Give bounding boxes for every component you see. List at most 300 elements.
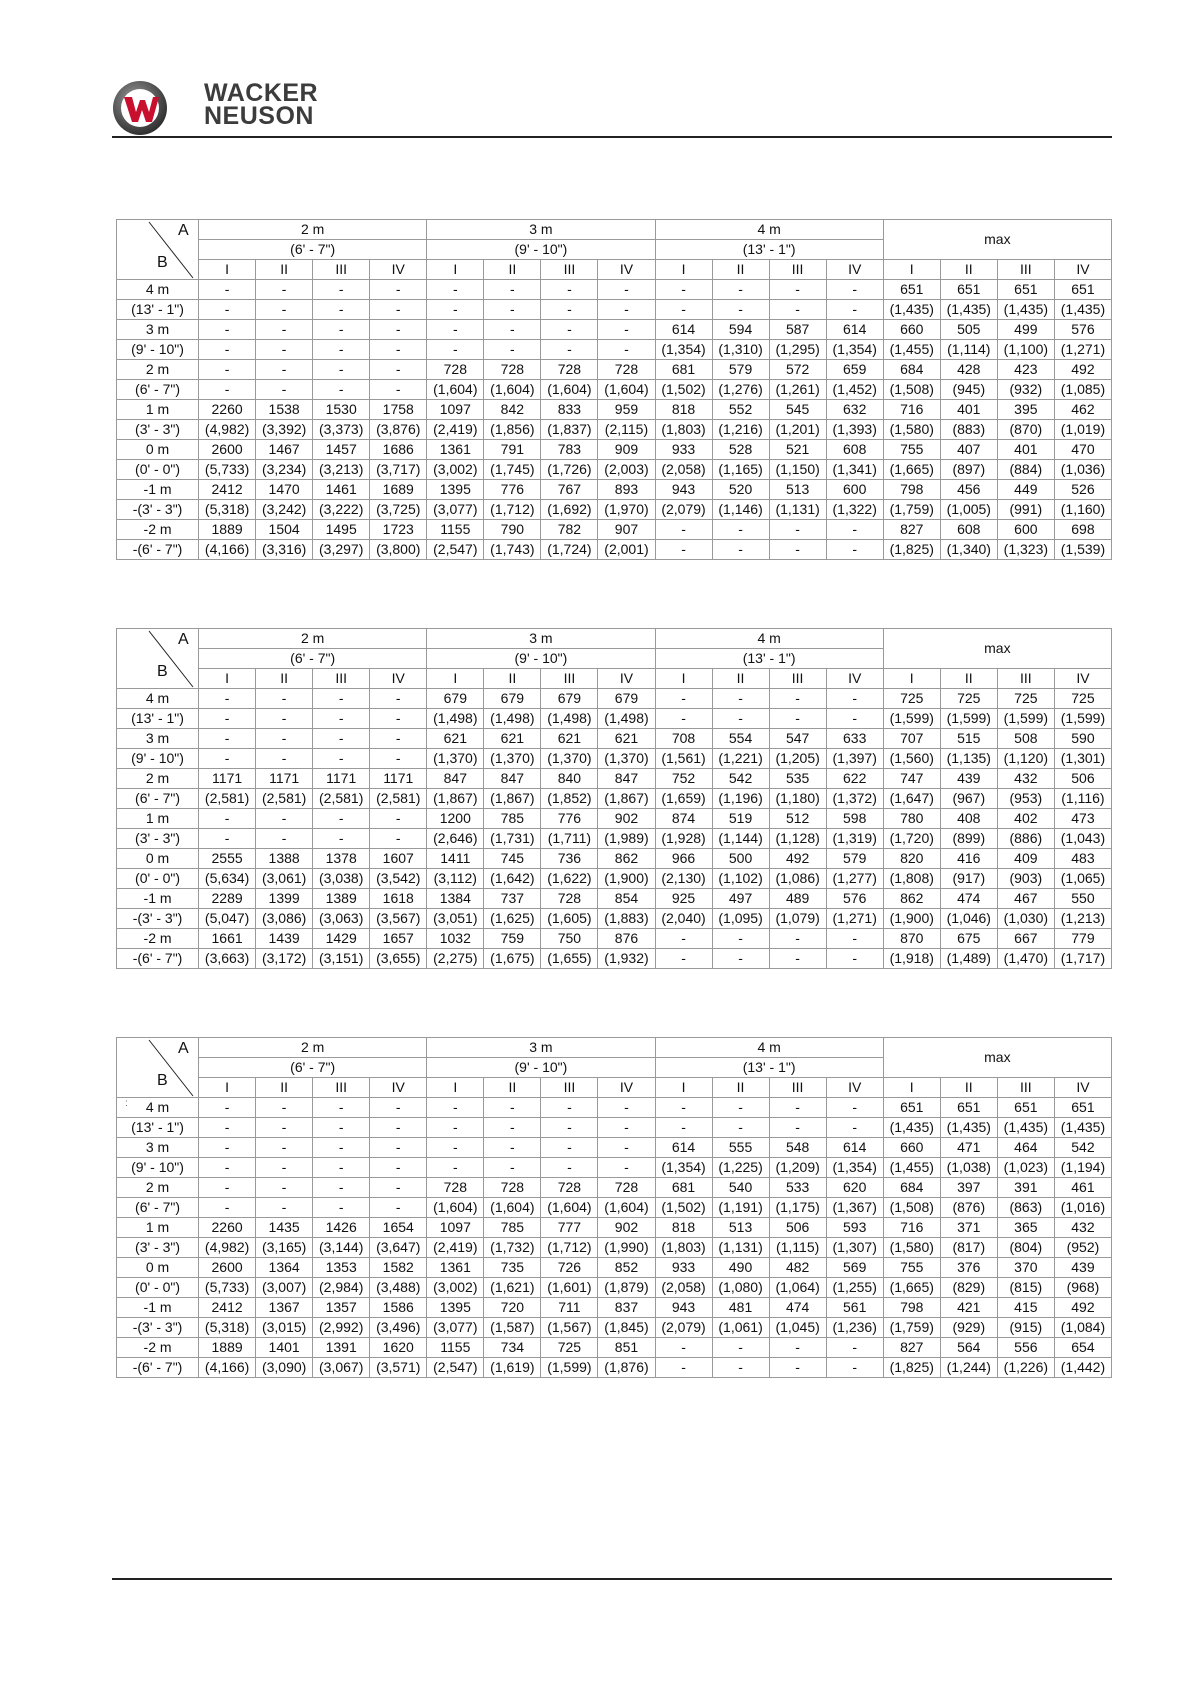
capacity-cell: - — [313, 809, 370, 829]
table-row — [117, 809, 1112, 829]
capacity-cell: 614 — [826, 1138, 883, 1158]
capacity-cell: 735 — [484, 1258, 541, 1278]
config-header: III — [541, 669, 598, 689]
capacity-cell: 547 — [769, 729, 826, 749]
capacity-cell: 725 — [883, 689, 940, 709]
capacity-cell: 569 — [826, 1258, 883, 1278]
capacity-cell: - — [199, 829, 256, 849]
capacity-cell: 933 — [655, 440, 712, 460]
capacity-cell: (3,077) — [427, 1318, 484, 1338]
capacity-cell: (1,213) — [1054, 909, 1111, 929]
capacity-cell: 489 — [769, 889, 826, 909]
capacity-cell: - — [313, 320, 370, 340]
capacity-cell: 1429 — [313, 929, 370, 949]
capacity-cell: - — [484, 1098, 541, 1118]
capacity-cell: - — [541, 280, 598, 300]
corner-label-a: A — [178, 631, 189, 648]
capacity-cell: 423 — [997, 360, 1054, 380]
capacity-cell: (1,498) — [427, 709, 484, 729]
capacity-cell: (1,539) — [1054, 540, 1111, 560]
capacity-cell: (2,130) — [655, 869, 712, 889]
table-row — [117, 300, 1112, 320]
capacity-cell: - — [826, 1338, 883, 1358]
height-label: 1 m — [117, 400, 199, 420]
capacity-cell: 521 — [769, 440, 826, 460]
capacity-cell: 1654 — [370, 1218, 427, 1238]
table-row — [117, 1218, 1112, 1238]
capacity-cell: - — [598, 280, 655, 300]
capacity-cell: (3,165) — [256, 1238, 313, 1258]
capacity-cell: - — [655, 929, 712, 949]
capacity-cell: 2260 — [199, 1218, 256, 1238]
capacity-cell: 594 — [712, 320, 769, 340]
height-label: 2 m — [117, 360, 199, 380]
capacity-cell: - — [826, 300, 883, 320]
capacity-cell: (1,221) — [712, 749, 769, 769]
capacity-cell: 614 — [655, 1138, 712, 1158]
capacity-cell: - — [370, 809, 427, 829]
capacity-cell: (1,452) — [826, 380, 883, 400]
capacity-cell: (1,867) — [427, 789, 484, 809]
capacity-cell: - — [370, 360, 427, 380]
height-label: 2 m — [117, 1178, 199, 1198]
capacity-cell: 854 — [598, 889, 655, 909]
capacity-cell: 651 — [940, 1098, 997, 1118]
capacity-cell: (817) — [940, 1238, 997, 1258]
capacity-cell: (1,036) — [1054, 460, 1111, 480]
capacity-cell: 651 — [883, 1098, 940, 1118]
capacity-cell: (1,310) — [712, 340, 769, 360]
capacity-cell: (5,318) — [199, 1318, 256, 1338]
capacity-cell: (1,720) — [883, 829, 940, 849]
capacity-cell: (1,619) — [484, 1358, 541, 1378]
capacity-cell: (5,318) — [199, 500, 256, 520]
capacity-cell: 943 — [655, 480, 712, 500]
config-header: IV — [598, 1078, 655, 1098]
footer-rule — [112, 1578, 1112, 1580]
capacity-cell: 1686 — [370, 440, 427, 460]
capacity-cell: 1357 — [313, 1298, 370, 1318]
capacity-cell: (1,599) — [541, 1358, 598, 1378]
table-row — [117, 829, 1112, 849]
capacity-cell: (1,080) — [712, 1278, 769, 1298]
capacity-cell: 660 — [883, 320, 940, 340]
capacity-cell: 745 — [484, 849, 541, 869]
capacity-cell: (3,144) — [313, 1238, 370, 1258]
table-row — [117, 729, 1112, 749]
capacity-cell: 1439 — [256, 929, 313, 949]
capacity-cell: (1,194) — [1054, 1158, 1111, 1178]
capacity-cell: 679 — [598, 689, 655, 709]
capacity-cell: - — [256, 689, 313, 709]
capacity-cell: 651 — [1054, 1098, 1111, 1118]
capacity-cell: 2412 — [199, 480, 256, 500]
capacity-cell: 632 — [826, 400, 883, 420]
capacity-cell: (4,166) — [199, 540, 256, 560]
capacity-cell: 1391 — [313, 1338, 370, 1358]
capacity-cell: 515 — [940, 729, 997, 749]
table-row — [117, 849, 1112, 869]
capacity-cell: - — [199, 689, 256, 709]
capacity-cell: 728 — [541, 1178, 598, 1198]
capacity-cell: 870 — [883, 929, 940, 949]
height-label: 3 m — [117, 320, 199, 340]
page-header — [112, 78, 1112, 138]
capacity-cell: 473 — [1054, 809, 1111, 829]
capacity-cell: - — [427, 320, 484, 340]
capacity-cell: (915) — [997, 1318, 1054, 1338]
capacity-cell: - — [427, 1118, 484, 1138]
capacity-cell: 467 — [997, 889, 1054, 909]
capacity-cell: 776 — [541, 809, 598, 829]
capacity-cell: - — [769, 709, 826, 729]
capacity-cell: (1,599) — [940, 709, 997, 729]
capacity-cell: - — [256, 280, 313, 300]
capacity-cell: (2,058) — [655, 460, 712, 480]
capacity-cell: - — [484, 300, 541, 320]
capacity-cell: (1,803) — [655, 420, 712, 440]
capacity-cell: - — [655, 1338, 712, 1358]
capacity-cell: (1,932) — [598, 949, 655, 969]
capacity-cell: - — [313, 729, 370, 749]
capacity-cell: 1395 — [427, 1298, 484, 1318]
capacity-cell: (3,542) — [370, 869, 427, 889]
config-header: IV — [1054, 669, 1111, 689]
capacity-cell: - — [541, 320, 598, 340]
capacity-cell: 651 — [997, 280, 1054, 300]
capacity-cell: - — [370, 280, 427, 300]
capacity-cell: - — [256, 1118, 313, 1138]
capacity-cell: - — [370, 300, 427, 320]
table-row — [117, 340, 1112, 360]
config-header: II — [484, 669, 541, 689]
capacity-cell: (1,236) — [826, 1318, 883, 1338]
capacity-cell: 818 — [655, 1218, 712, 1238]
height-label: -(3' - 3") — [117, 1318, 199, 1338]
config-header: IV — [370, 1078, 427, 1098]
capacity-cell: - — [769, 1118, 826, 1138]
capacity-cell: (2,547) — [427, 1358, 484, 1378]
capacity-cell: - — [655, 1118, 712, 1138]
capacity-cell: 415 — [997, 1298, 1054, 1318]
capacity-cell: 734 — [484, 1338, 541, 1358]
config-header: IV — [370, 260, 427, 280]
capacity-cell: (804) — [997, 1238, 1054, 1258]
capacity-cell: 728 — [427, 360, 484, 380]
radius-header-meters: 3 m — [427, 220, 655, 240]
capacity-cell: (1,659) — [655, 789, 712, 809]
capacity-cell: (1,435) — [1054, 1118, 1111, 1138]
capacity-cell: 659 — [826, 360, 883, 380]
capacity-cell: (1,205) — [769, 749, 826, 769]
capacity-cell: - — [199, 1178, 256, 1198]
capacity-cell: - — [256, 380, 313, 400]
height-label: (9' - 10") — [117, 1158, 199, 1178]
capacity-cell: 728 — [427, 1178, 484, 1198]
table-row — [117, 460, 1112, 480]
capacity-cell: 376 — [940, 1258, 997, 1278]
capacity-cell: 526 — [1054, 480, 1111, 500]
height-label: -2 m — [117, 929, 199, 949]
capacity-cell: 1661 — [199, 929, 256, 949]
capacity-cell: (1,970) — [598, 500, 655, 520]
capacity-cell: - — [370, 1178, 427, 1198]
capacity-cell: 576 — [826, 889, 883, 909]
capacity-cell: 474 — [769, 1298, 826, 1318]
capacity-cell: (1,622) — [541, 869, 598, 889]
capacity-cell: 711 — [541, 1298, 598, 1318]
capacity-cell: 893 — [598, 480, 655, 500]
capacity-cell: (886) — [997, 829, 1054, 849]
capacity-cell: 555 — [712, 1138, 769, 1158]
header-row-config — [117, 260, 1112, 280]
capacity-cell: 395 — [997, 400, 1054, 420]
capacity-cell: (1,856) — [484, 420, 541, 440]
capacity-cell: 780 — [883, 809, 940, 829]
height-label: (6' - 7") — [117, 380, 199, 400]
capacity-cell: (1,084) — [1054, 1318, 1111, 1338]
capacity-cell: 1607 — [370, 849, 427, 869]
capacity-cell: (3,007) — [256, 1278, 313, 1298]
table-row — [117, 1298, 1112, 1318]
capacity-cell: 747 — [883, 769, 940, 789]
radius-header-feet: (9' - 10") — [427, 649, 655, 669]
height-label: (3' - 3") — [117, 1238, 199, 1258]
capacity-cell: 513 — [712, 1218, 769, 1238]
capacity-cell: - — [712, 280, 769, 300]
capacity-cell: 852 — [598, 1258, 655, 1278]
capacity-cell: 820 — [883, 849, 940, 869]
capacity-cell: 2600 — [199, 440, 256, 460]
capacity-cell: - — [826, 949, 883, 969]
capacity-cell: (1,604) — [427, 1198, 484, 1218]
height-label: -(6' - 7") — [117, 540, 199, 560]
capacity-cell: - — [541, 1138, 598, 1158]
capacity-cell: 576 — [1054, 320, 1111, 340]
capacity-cell: - — [256, 709, 313, 729]
capacity-cell: - — [769, 949, 826, 969]
capacity-cell: 909 — [598, 440, 655, 460]
capacity-cell: (1,989) — [598, 829, 655, 849]
capacity-cell: (1,120) — [997, 749, 1054, 769]
header-row-meters — [117, 220, 1112, 240]
config-header: III — [997, 669, 1054, 689]
capacity-cell: - — [256, 749, 313, 769]
capacity-cell: (1,019) — [1054, 420, 1111, 440]
capacity-cell: (1,825) — [883, 540, 940, 560]
capacity-cell: (1,655) — [541, 949, 598, 969]
capacity-cell: 847 — [427, 769, 484, 789]
capacity-cell: (1,604) — [541, 380, 598, 400]
capacity-cell: - — [199, 1098, 256, 1118]
capacity-cell: - — [199, 280, 256, 300]
capacity-cell: - — [484, 280, 541, 300]
height-label: (0' - 0") — [117, 1278, 199, 1298]
height-label: (13' - 1") — [117, 709, 199, 729]
capacity-cell: - — [541, 1118, 598, 1138]
capacity-cell: - — [370, 1138, 427, 1158]
capacity-cell: (1,803) — [655, 1238, 712, 1258]
capacity-cell: (1,502) — [655, 380, 712, 400]
capacity-cell: 728 — [598, 1178, 655, 1198]
capacity-cell: - — [313, 280, 370, 300]
capacity-cell: - — [256, 360, 313, 380]
capacity-cell: - — [655, 1098, 712, 1118]
capacity-cell: (3,647) — [370, 1238, 427, 1258]
capacity-cell: 593 — [826, 1218, 883, 1238]
capacity-cell: 959 — [598, 400, 655, 420]
table-row — [117, 1358, 1112, 1378]
capacity-cell: 449 — [997, 480, 1054, 500]
capacity-cell: - — [826, 1118, 883, 1138]
capacity-cell: (1,845) — [598, 1318, 655, 1338]
capacity-cell: (1,745) — [484, 460, 541, 480]
height-label: (9' - 10") — [117, 749, 199, 769]
capacity-cell: (3,172) — [256, 949, 313, 969]
capacity-cell: (3,373) — [313, 420, 370, 440]
capacity-cell: (1,016) — [1054, 1198, 1111, 1218]
capacity-cell: - — [313, 1118, 370, 1138]
table-row — [117, 1198, 1112, 1218]
capacity-cell: (2,040) — [655, 909, 712, 929]
table-row — [117, 400, 1112, 420]
radius-header-feet: (9' - 10") — [427, 1058, 655, 1078]
capacity-cell: - — [370, 829, 427, 849]
capacity-cell: 587 — [769, 320, 826, 340]
capacity-cell: 728 — [598, 360, 655, 380]
capacity-cell: (876) — [940, 1198, 997, 1218]
capacity-cell: 370 — [997, 1258, 1054, 1278]
capacity-cell: 439 — [940, 769, 997, 789]
config-header: I — [883, 1078, 940, 1098]
capacity-cell: 654 — [1054, 1338, 1111, 1358]
capacity-cell: - — [370, 729, 427, 749]
capacity-cell: (1,883) — [598, 909, 655, 929]
capacity-cell: - — [427, 1158, 484, 1178]
capacity-cell: (1,244) — [940, 1358, 997, 1378]
config-header: III — [313, 1078, 370, 1098]
capacity-cell: (4,982) — [199, 420, 256, 440]
height-label: 4 m — [117, 689, 199, 709]
capacity-cell: 728 — [541, 889, 598, 909]
capacity-cell: (2,581) — [199, 789, 256, 809]
capacity-cell: (2,079) — [655, 1318, 712, 1338]
table-row — [117, 789, 1112, 809]
capacity-cell: (1,370) — [598, 749, 655, 769]
capacity-cell: (5,047) — [199, 909, 256, 929]
capacity-cell: - — [427, 340, 484, 360]
radius-header-feet: (6' - 7") — [199, 1058, 427, 1078]
capacity-cell: (1,599) — [997, 709, 1054, 729]
table-row — [117, 869, 1112, 889]
capacity-cell: (3,800) — [370, 540, 427, 560]
capacity-cell: - — [826, 280, 883, 300]
config-header: I — [427, 1078, 484, 1098]
table-row — [117, 440, 1112, 460]
capacity-cell: (929) — [940, 1318, 997, 1338]
capacity-cell: (1,079) — [769, 909, 826, 929]
capacity-cell: (5,634) — [199, 869, 256, 889]
capacity-cell: - — [370, 709, 427, 729]
height-label: -2 m — [117, 1338, 199, 1358]
capacity-cell: (1,319) — [826, 829, 883, 849]
config-header: II — [940, 1078, 997, 1098]
capacity-cell: (2,419) — [427, 1238, 484, 1258]
capacity-cell: - — [256, 300, 313, 320]
radius-header-max: max — [883, 220, 1111, 260]
capacity-cell: 564 — [940, 1338, 997, 1358]
capacity-cell: 483 — [1054, 849, 1111, 869]
capacity-cell: (1,146) — [712, 500, 769, 520]
capacity-cell: 600 — [826, 480, 883, 500]
capacity-cell: - — [484, 340, 541, 360]
capacity-cell: 1389 — [313, 889, 370, 909]
capacity-cell: 1155 — [427, 1338, 484, 1358]
capacity-cell: - — [313, 1178, 370, 1198]
capacity-cell: (1,599) — [883, 709, 940, 729]
corner-label-a: A — [178, 1040, 189, 1057]
capacity-cell: - — [199, 360, 256, 380]
height-label: (6' - 7") — [117, 789, 199, 809]
radius-header-meters: 2 m — [199, 629, 427, 649]
capacity-cell: 651 — [940, 280, 997, 300]
capacity-cell: 707 — [883, 729, 940, 749]
capacity-cell: (1,712) — [541, 1238, 598, 1258]
capacity-cell: - — [598, 320, 655, 340]
capacity-cell: (3,051) — [427, 909, 484, 929]
capacity-cell: 1097 — [427, 1218, 484, 1238]
capacity-cell: - — [199, 340, 256, 360]
capacity-cell: (1,990) — [598, 1238, 655, 1258]
capacity-cell: - — [712, 1338, 769, 1358]
capacity-cell: 608 — [826, 440, 883, 460]
capacity-cell: (1,065) — [1054, 869, 1111, 889]
capacity-cell: (968) — [1054, 1278, 1111, 1298]
capacity-cell: (1,489) — [940, 949, 997, 969]
capacity-cell: 2260 — [199, 400, 256, 420]
config-header: III — [313, 669, 370, 689]
capacity-cell: 1032 — [427, 929, 484, 949]
capacity-cell: 728 — [541, 360, 598, 380]
config-header: I — [199, 260, 256, 280]
capacity-cell: (1,587) — [484, 1318, 541, 1338]
capacity-cell: (3,242) — [256, 500, 313, 520]
table-row — [117, 1118, 1112, 1138]
height-label: (0' - 0") — [117, 869, 199, 889]
capacity-cell: 651 — [883, 280, 940, 300]
capacity-cell: (1,115) — [769, 1238, 826, 1258]
capacity-cell: (1,216) — [712, 420, 769, 440]
capacity-cell: (1,879) — [598, 1278, 655, 1298]
capacity-cell: (1,043) — [1054, 829, 1111, 849]
capacity-cell: 1657 — [370, 929, 427, 949]
capacity-cell: (1,455) — [883, 340, 940, 360]
capacity-cell: - — [313, 1198, 370, 1218]
capacity-cell: - — [655, 1358, 712, 1378]
capacity-cell: (1,918) — [883, 949, 940, 969]
lift-capacity-table-3 — [116, 1037, 1112, 1378]
capacity-cell: (1,759) — [883, 500, 940, 520]
capacity-cell: - — [484, 1158, 541, 1178]
capacity-cell: 513 — [769, 480, 826, 500]
height-label: (9' - 10") — [117, 340, 199, 360]
capacity-cell: - — [655, 300, 712, 320]
capacity-cell: - — [712, 949, 769, 969]
table-row — [117, 1158, 1112, 1178]
capacity-cell: - — [370, 749, 427, 769]
capacity-cell: 620 — [826, 1178, 883, 1198]
capacity-cell: 462 — [1054, 400, 1111, 420]
